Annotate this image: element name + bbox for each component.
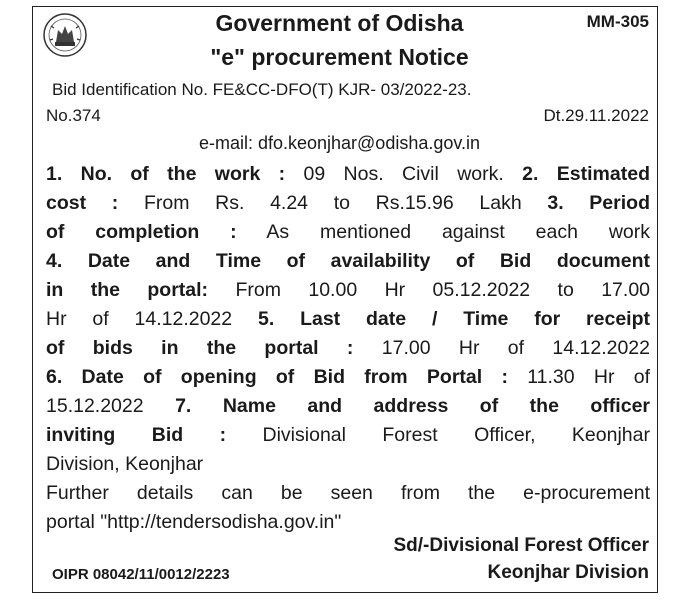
body-line: of bids in the portal : 17.00 Hr of 14.12.2022	[46, 337, 650, 359]
reference-date: Dt.29.11.2022	[543, 106, 649, 125]
notice-body	[46, 160, 650, 537]
signature-line: Sd/-Divisional Forest Officer	[393, 535, 649, 556]
body-line: Further details can be seen from the e-procurement	[46, 482, 650, 504]
body-line: 6. Date of opening of Bid from Portal : 11.30 Hr of	[46, 366, 650, 388]
body-line: inviting Bid : Divisional Forest Officer, Keonjhar	[46, 424, 650, 446]
body-line: Division, Keonjhar	[46, 453, 204, 475]
contact-email: e-mail: dfo.keonjhar@odisha.gov.in	[198, 133, 481, 153]
notice-code: MM-305	[586, 12, 649, 31]
body-line: 15.12.2022 7. Name and address of the officer	[46, 395, 651, 417]
body-line: Hr of 14.12.2022 5. Last date / Time for receipt	[46, 308, 650, 330]
body-line: 4. Date and Time of availability of Bid document	[46, 250, 650, 272]
body-line: 1. No. of the work : 09 Nos. Civil work. 2. Estimated	[46, 163, 650, 185]
bid-identification: Bid Identification No. FE&CC-DFO(T) KJR- 03/2022-23.	[52, 80, 472, 99]
body-line: portal "http://tendersodisha.gov.in"	[46, 511, 342, 533]
body-line: of completion : As mentioned against each work	[46, 221, 650, 243]
body-line: in the portal: From 10.00 Hr 05.12.2022 to 17.00	[46, 279, 651, 301]
body-line: cost : From Rs. 4.24 to Rs.15.96 Lakh 3. Period	[46, 192, 650, 214]
division-name: Keonjhar Division	[487, 562, 649, 583]
oipr-number: OIPR 08042/11/0012/2223	[52, 566, 230, 583]
reference-number: No.374	[46, 106, 101, 125]
notice-title-eprocurement: "e" procurement Notice	[210, 44, 469, 70]
notice-title-govt: Government of Odisha	[215, 10, 464, 36]
